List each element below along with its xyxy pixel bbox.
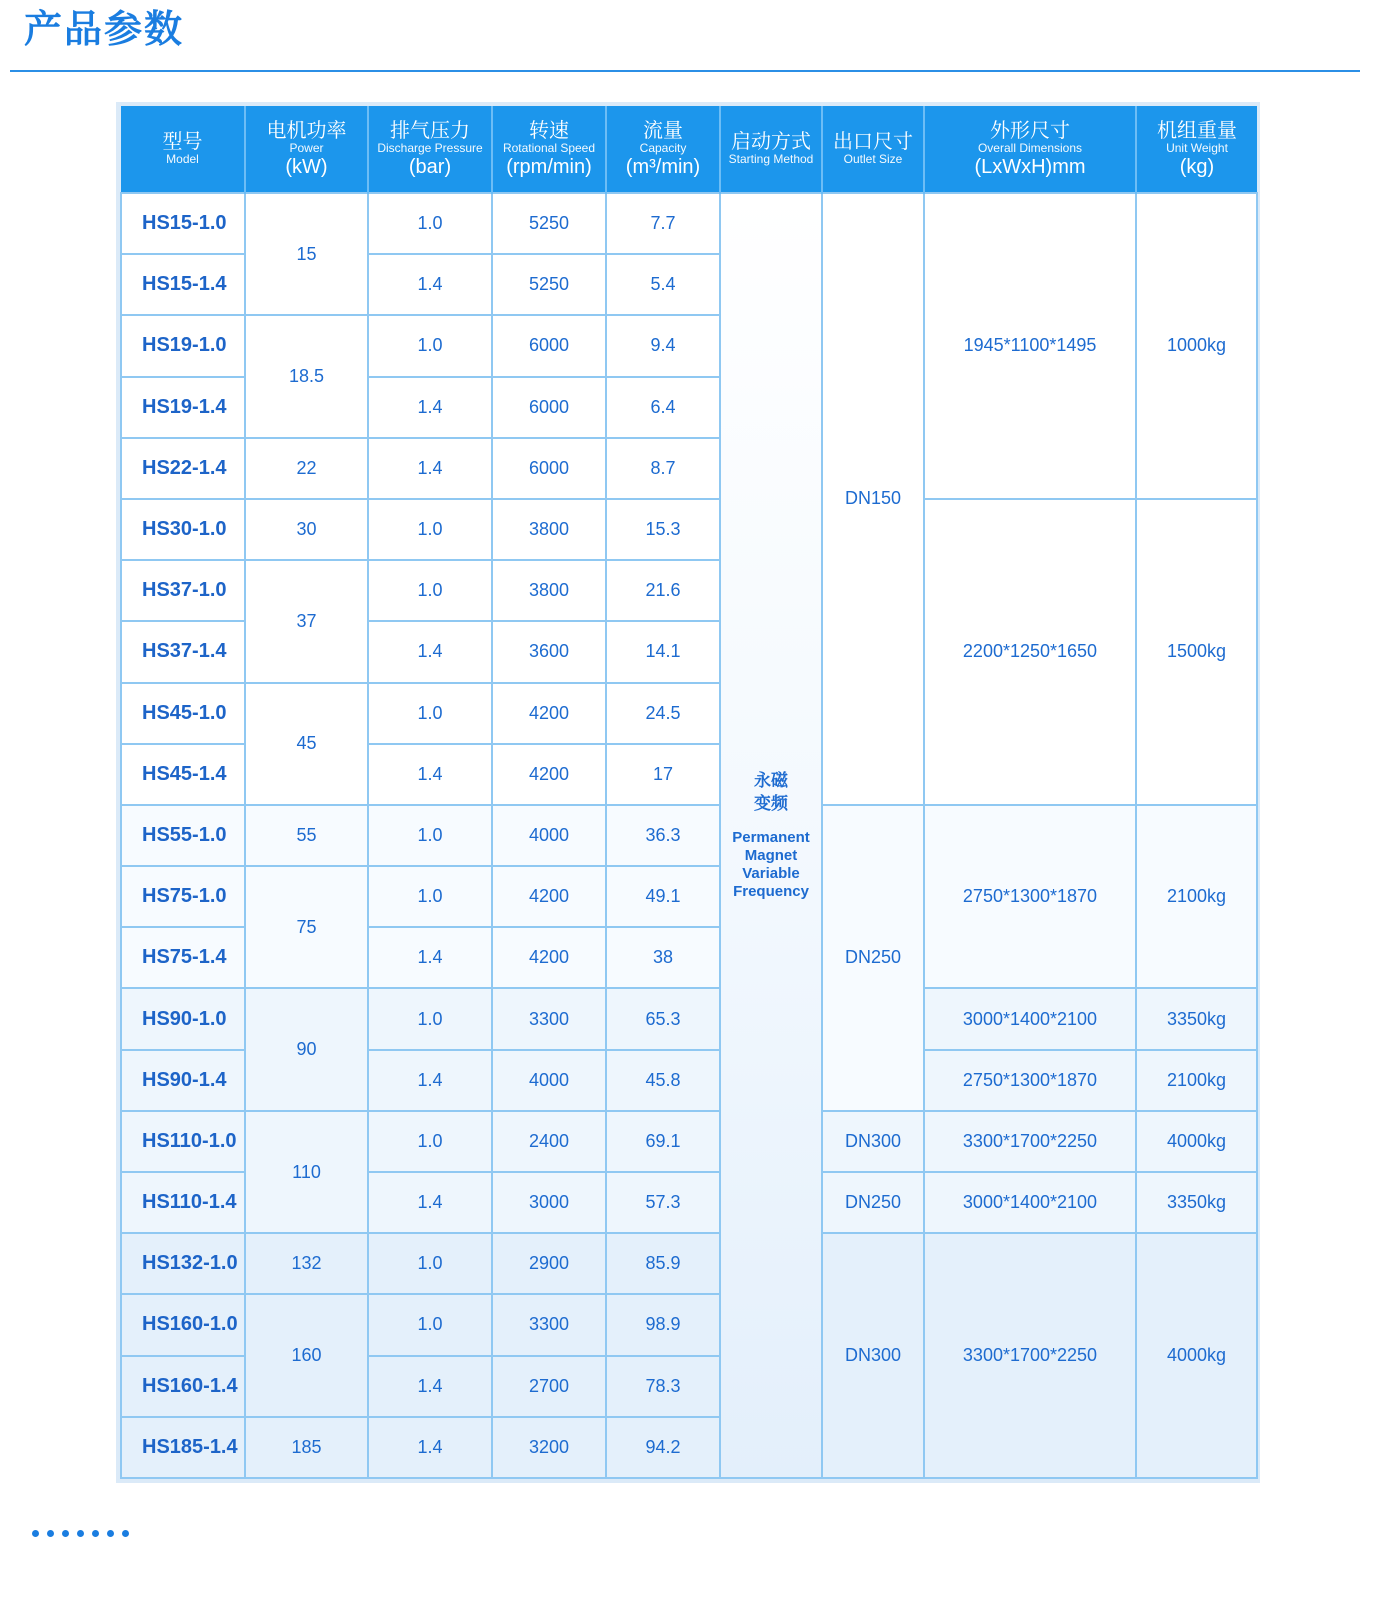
- title-divider: [10, 70, 1360, 72]
- header-starting-method: 启动方式 Starting Method: [720, 106, 822, 193]
- cell-dimensions: 3000*1400*2100: [924, 988, 1136, 1049]
- cell-power: 132: [245, 1233, 368, 1294]
- cell-speed: 6000: [492, 438, 606, 499]
- cell-pressure: 1.0: [368, 315, 492, 376]
- cell-capacity: 69.1: [606, 1111, 720, 1172]
- cell-speed: 4200: [492, 744, 606, 805]
- cell-speed: 6000: [492, 377, 606, 438]
- header-outlet-size: 出口尺寸 Outlet Size: [822, 106, 924, 193]
- cell-capacity: 49.1: [606, 866, 720, 927]
- dot-icon: [92, 1530, 99, 1537]
- cell-weight: 3350kg: [1136, 988, 1257, 1049]
- cell-capacity: 15.3: [606, 499, 720, 560]
- cell-model: HS132-1.0: [121, 1233, 245, 1294]
- cell-speed: 3800: [492, 560, 606, 621]
- spec-table-frame: [116, 102, 1260, 1483]
- cell-capacity: 14.1: [606, 621, 720, 682]
- cell-weight: 2100kg: [1136, 1050, 1257, 1111]
- cell-dimensions: 3300*1700*2250: [924, 1233, 1136, 1478]
- cell-capacity: 8.7: [606, 438, 720, 499]
- cell-speed: 2900: [492, 1233, 606, 1294]
- cell-starting-method: 永磁 变频 Permanent Magnet Variable Frequency: [720, 193, 822, 1478]
- cell-outlet: DN250: [822, 805, 924, 1111]
- cell-power: 30: [245, 499, 368, 560]
- header-pressure: 排气压力 Discharge Pressure (bar): [368, 106, 492, 193]
- cell-dimensions: 3300*1700*2250: [924, 1111, 1136, 1172]
- cell-speed: 5250: [492, 193, 606, 254]
- cell-power: 160: [245, 1294, 368, 1416]
- cell-pressure: 1.0: [368, 499, 492, 560]
- spec-table: [120, 106, 1258, 1479]
- cell-speed: 3300: [492, 1294, 606, 1355]
- cell-speed: 4000: [492, 1050, 606, 1111]
- cell-weight: 3350kg: [1136, 1172, 1257, 1233]
- dot-icon: [122, 1530, 129, 1537]
- cell-capacity: 98.9: [606, 1294, 720, 1355]
- cell-dimensions: 1945*1100*1495: [924, 193, 1136, 499]
- cell-dimensions: 2200*1250*1650: [924, 499, 1136, 805]
- cell-pressure: 1.0: [368, 1111, 492, 1172]
- cell-model: HS185-1.4: [121, 1417, 245, 1478]
- cell-capacity: 21.6: [606, 560, 720, 621]
- cell-power: 45: [245, 683, 368, 805]
- cell-power: 185: [245, 1417, 368, 1478]
- cell-weight: 2100kg: [1136, 805, 1257, 989]
- dot-icon: [62, 1530, 69, 1537]
- cell-speed: 6000: [492, 315, 606, 376]
- cell-dimensions: 2750*1300*1870: [924, 1050, 1136, 1111]
- cell-pressure: 1.4: [368, 438, 492, 499]
- cell-capacity: 24.5: [606, 683, 720, 744]
- cell-power: 22: [245, 438, 368, 499]
- cell-speed: 4200: [492, 927, 606, 988]
- cell-pressure: 1.4: [368, 1417, 492, 1478]
- cell-power: 75: [245, 866, 368, 988]
- header-dimensions: 外形尺寸 Overall Dimensions (LxWxH)mm: [924, 106, 1136, 193]
- cell-pressure: 1.4: [368, 744, 492, 805]
- cell-capacity: 6.4: [606, 377, 720, 438]
- cell-pressure: 1.4: [368, 254, 492, 315]
- dot-icon: [77, 1530, 84, 1537]
- cell-model: HS75-1.4: [121, 927, 245, 988]
- cell-model: HS30-1.0: [121, 499, 245, 560]
- cell-capacity: 7.7: [606, 193, 720, 254]
- cell-model: HS37-1.4: [121, 621, 245, 682]
- cell-speed: 4200: [492, 683, 606, 744]
- cell-model: HS110-1.4: [121, 1172, 245, 1233]
- table-row: [121, 988, 1257, 1049]
- cell-capacity: 5.4: [606, 254, 720, 315]
- cell-model: HS45-1.0: [121, 683, 245, 744]
- cell-model: HS15-1.0: [121, 193, 245, 254]
- cell-pressure: 1.0: [368, 866, 492, 927]
- table-header-row: [121, 106, 1257, 193]
- cell-speed: 3600: [492, 621, 606, 682]
- cell-power: 37: [245, 560, 368, 682]
- header-speed: 转速 Rotational Speed (rpm/min): [492, 106, 606, 193]
- cell-capacity: 45.8: [606, 1050, 720, 1111]
- cell-speed: 3000: [492, 1172, 606, 1233]
- cell-pressure: 1.0: [368, 560, 492, 621]
- cell-model: HS22-1.4: [121, 438, 245, 499]
- cell-outlet: DN150: [822, 193, 924, 805]
- cell-model: HS19-1.0: [121, 315, 245, 376]
- cell-speed: 4200: [492, 866, 606, 927]
- cell-power: 18.5: [245, 315, 368, 437]
- dot-icon: [47, 1530, 54, 1537]
- cell-pressure: 1.0: [368, 1294, 492, 1355]
- cell-capacity: 94.2: [606, 1417, 720, 1478]
- cell-pressure: 1.4: [368, 1356, 492, 1417]
- cell-model: HS160-1.4: [121, 1356, 245, 1417]
- table-row: [121, 499, 1257, 560]
- cell-weight: 4000kg: [1136, 1233, 1257, 1478]
- cell-speed: 3300: [492, 988, 606, 1049]
- page-title: 产品参数: [24, 9, 185, 51]
- cell-capacity: 78.3: [606, 1356, 720, 1417]
- cell-pressure: 1.4: [368, 1172, 492, 1233]
- cell-dimensions: 2750*1300*1870: [924, 805, 1136, 989]
- header-power: 电机功率 Power (kW): [245, 106, 368, 193]
- cell-speed: 5250: [492, 254, 606, 315]
- dot-icon: [32, 1530, 39, 1537]
- cell-outlet: DN250: [822, 1172, 924, 1233]
- cell-power: 110: [245, 1111, 368, 1233]
- header-model: 型号 Model: [121, 106, 245, 193]
- cell-capacity: 85.9: [606, 1233, 720, 1294]
- table-row: [121, 805, 1257, 866]
- cell-outlet: DN300: [822, 1233, 924, 1478]
- cell-capacity: 65.3: [606, 988, 720, 1049]
- cell-pressure: 1.4: [368, 927, 492, 988]
- table-row: [121, 1233, 1257, 1294]
- cell-pressure: 1.4: [368, 621, 492, 682]
- cell-speed: 2700: [492, 1356, 606, 1417]
- cell-speed: 3200: [492, 1417, 606, 1478]
- cell-pressure: 1.0: [368, 683, 492, 744]
- cell-model: HS75-1.0: [121, 866, 245, 927]
- header-unit-weight: 机组重量 Unit Weight (kg): [1136, 106, 1257, 193]
- cell-weight: 4000kg: [1136, 1111, 1257, 1172]
- cell-model: HS160-1.0: [121, 1294, 245, 1355]
- cell-outlet: DN300: [822, 1111, 924, 1172]
- cell-pressure: 1.4: [368, 1050, 492, 1111]
- cell-speed: 3800: [492, 499, 606, 560]
- cell-model: HS37-1.0: [121, 560, 245, 621]
- cell-speed: 2400: [492, 1111, 606, 1172]
- cell-weight: 1500kg: [1136, 499, 1257, 805]
- table-row: [121, 193, 1257, 254]
- cell-capacity: 38: [606, 927, 720, 988]
- cell-speed: 4000: [492, 805, 606, 866]
- cell-model: HS55-1.0: [121, 805, 245, 866]
- cell-pressure: 1.0: [368, 1233, 492, 1294]
- cell-power: 90: [245, 988, 368, 1110]
- cell-capacity: 17: [606, 744, 720, 805]
- cell-model: HS15-1.4: [121, 254, 245, 315]
- cell-pressure: 1.0: [368, 805, 492, 866]
- cell-model: HS110-1.0: [121, 1111, 245, 1172]
- cell-power: 15: [245, 193, 368, 315]
- header-capacity: 流量 Capacity (m³/min): [606, 106, 720, 193]
- table-row: [121, 1111, 1257, 1172]
- cell-pressure: 1.0: [368, 193, 492, 254]
- cell-dimensions: 3000*1400*2100: [924, 1172, 1136, 1233]
- cell-capacity: 57.3: [606, 1172, 720, 1233]
- decorative-dots: [32, 1530, 129, 1537]
- cell-pressure: 1.0: [368, 988, 492, 1049]
- cell-power: 55: [245, 805, 368, 866]
- cell-model: HS45-1.4: [121, 744, 245, 805]
- cell-capacity: 9.4: [606, 315, 720, 376]
- cell-model: HS19-1.4: [121, 377, 245, 438]
- dot-icon: [107, 1530, 114, 1537]
- cell-pressure: 1.4: [368, 377, 492, 438]
- cell-capacity: 36.3: [606, 805, 720, 866]
- cell-model: HS90-1.0: [121, 988, 245, 1049]
- cell-weight: 1000kg: [1136, 193, 1257, 499]
- cell-model: HS90-1.4: [121, 1050, 245, 1111]
